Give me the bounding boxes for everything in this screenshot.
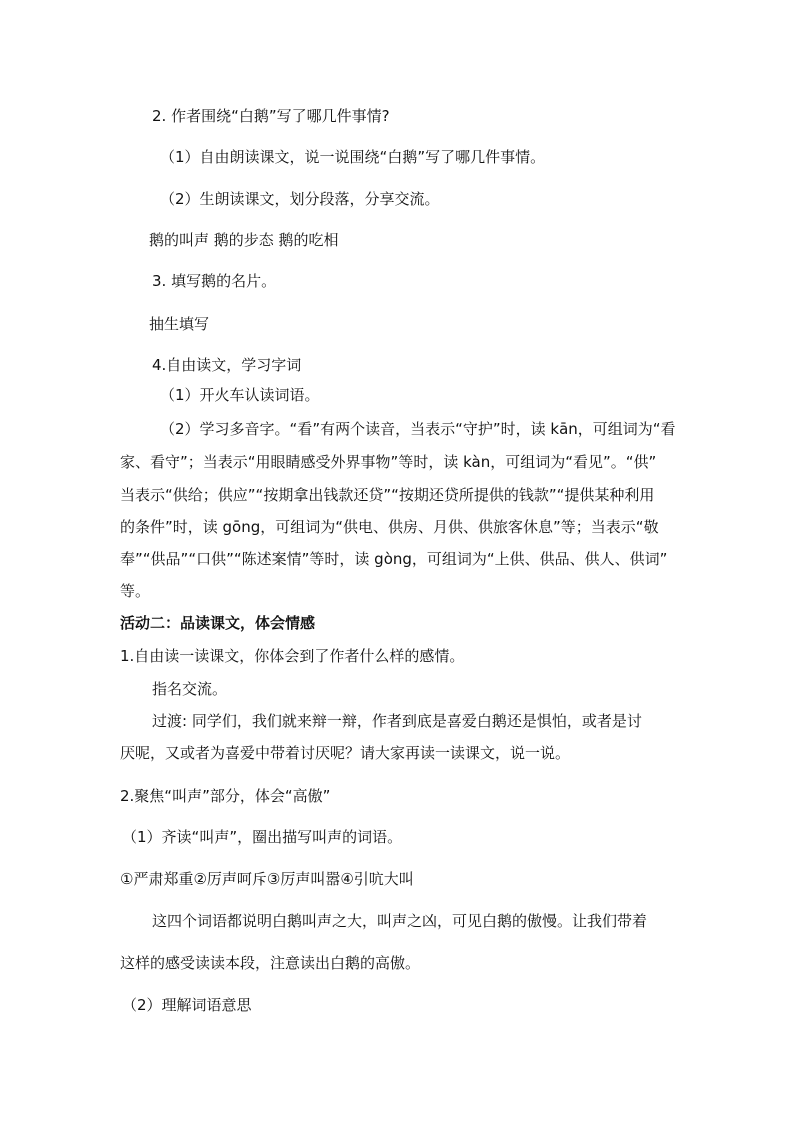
describing-words-list: ①严肃郑重②厉声呵斥③厉声叫嚣④引吭大叫 [120, 870, 414, 888]
activity-2-question-2-heading: 2.聚焦“叫声”部分，体会“高傲” [120, 787, 331, 805]
question-4-item-2-line-5: 奉”“供品”“口供”“陈述案情”等时，读 gòng，可组词为“上供、供品、供人、供词” [120, 550, 668, 568]
transition-line-1: 过渡: 同学们，我们就来辩一辩，作者到底是喜爱白鹅还是惧怕，或者是讨 [152, 712, 642, 730]
question-4-item-2-line-1: （2）学习多音字。“看”有两个读音，当表示“守护”时，读 kān，可组词为“看 [160, 420, 676, 438]
question-3-heading: 3. 填写鹅的名片。 [152, 272, 277, 290]
question-3-note: 抽生填写 [149, 315, 210, 333]
question-2-answer: 鹅的叫声 鹅的步态 鹅的吃相 [149, 231, 339, 249]
question-4-item-2-line-6: 等。 [120, 582, 151, 600]
explanation-line-1: 这四个词语都说明白鹅叫声之大，叫声之凶，可见白鹅的傲慢。让我们带着 [152, 912, 648, 930]
question-4-heading: 4.自由读文，学习字词 [152, 356, 302, 374]
activity-2-question-2-item-1: （1）齐读“叫声”，圈出描写叫声的词语。 [122, 828, 403, 846]
question-4-item-1: （1）开火车认读词语。 [160, 386, 320, 404]
explanation-line-2: 这样的感受读读本段，注意读出白鹅的高傲。 [120, 954, 421, 972]
activity-2-question-2-item-2: （2）理解词语意思 [122, 996, 252, 1014]
question-4-item-2-line-3: 当表示“供给；供应”“按期拿出钱款还贷”“按期还贷所提供的钱款”“提供某种利用 [120, 486, 655, 504]
activity-2-question-1-heading: 1.自由读一读课文，你体会到了作者什么样的感情。 [120, 647, 465, 665]
transition-line-2: 厌呢，又或者为喜爱中带着讨厌呢？请大家再读一读课文，说一说。 [120, 744, 571, 762]
activity-2-question-1-note: 指名交流。 [152, 680, 228, 698]
question-4-item-2-line-4: 的条件”时，读 gōng，可组词为“供电、供房、月供、供旅客休息”等；当表示“敬 [120, 518, 659, 536]
question-2-heading: 2. 作者围绕“白鹅”写了哪几件事情? [152, 107, 390, 125]
question-2-item-1: （1）自由朗读课文，说一说围绕“白鹅”写了哪几件事情。 [160, 148, 546, 166]
question-2-item-2: （2）生朗读课文，划分段落，分享交流。 [160, 190, 440, 208]
question-4-item-2-line-2: 家、看守”；当表示“用眼睛感受外界事物”等时，读 kàn，可组词为“看见”。“供” [120, 453, 657, 471]
activity-2-heading: 活动二：品读课文，体会情感 [120, 614, 316, 632]
